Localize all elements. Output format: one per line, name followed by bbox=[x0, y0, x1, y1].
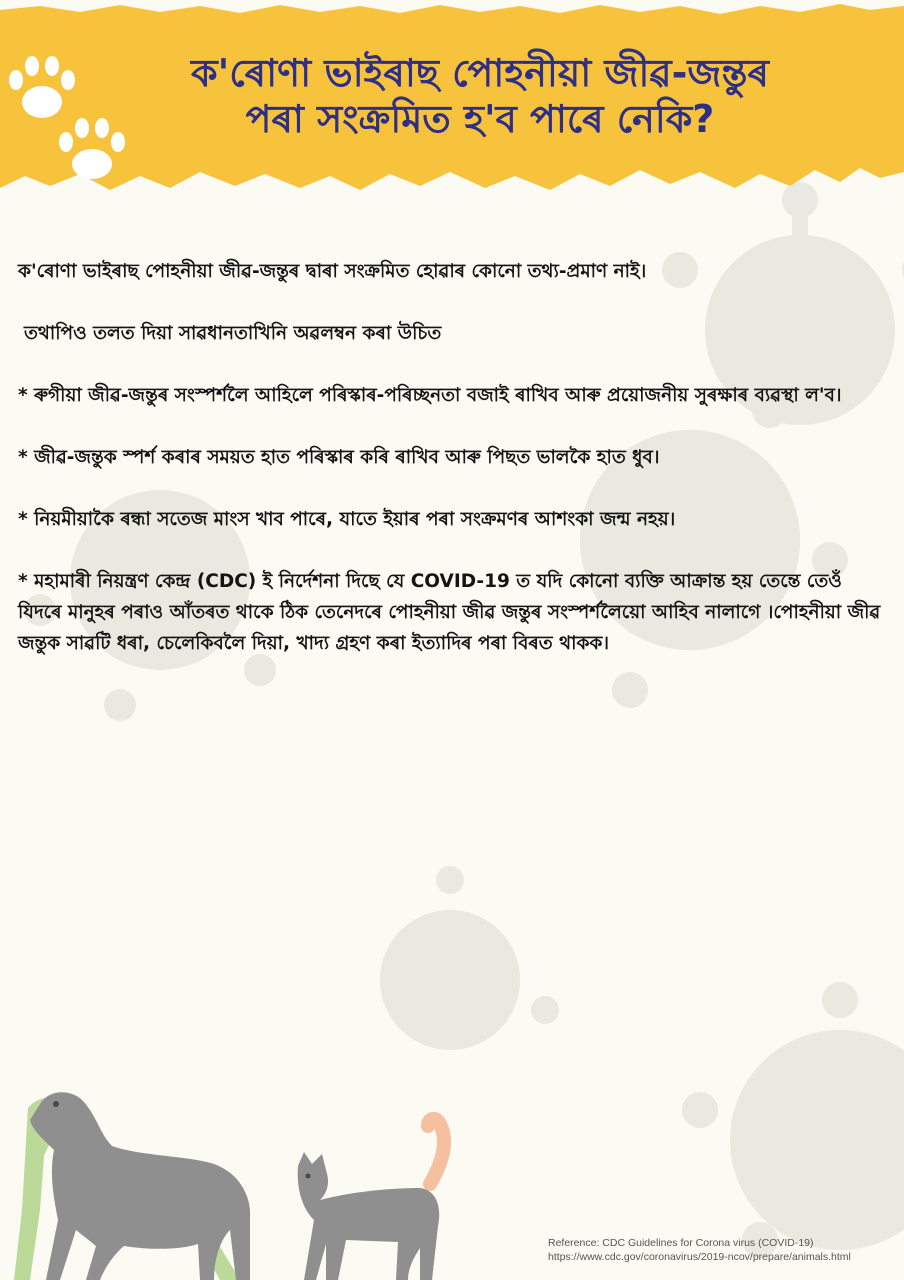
title-line-2: পৰা সংক্ৰমিত হ'ব পাৰে নেকি? bbox=[245, 97, 715, 141]
precaution-item: * মহামাৰী নিয়ন্ত্ৰণ কেন্দ্ৰ (CDC) ই নিৰ্দেশনা দিছে যে COVID-19 ত যদি কোনো ব্যক্তি আক্ৰান্ত হয় তেন্তে তেওঁ যিদৰে মানুহৰ পৰাও আঁতৰত থাকে ঠিক তেনেদৰে পোহনীয়া জীৱ জন্তুৰ সংস্পৰ্শলৈয়ো আহিব নালাগে ।পোহনীয়া জীৱ জন্তুক সাৱটি ধৰা, চেলেকিবলৈ দিয়া, খাদ্য গ্ৰহণ কৰা ইত্যাদিৰ পৰা বিৰত থাকক। bbox=[18, 571, 881, 654]
pet-illustrations bbox=[0, 1060, 560, 1280]
cat-illustration bbox=[298, 1119, 444, 1280]
paw-icon bbox=[9, 56, 75, 118]
reference-url: https://www.cdc.gov/coronavirus/2019-ncov/prepare/animals.html bbox=[548, 1251, 851, 1263]
header-banner bbox=[0, 0, 904, 200]
intro-statement: ক'ৰোণা ভাইৰাছ পোহনীয়া জীৱ-জন্তুৰ দ্বাৰা সংক্ৰমিত হোৱাৰ কোনো তথ্য-প্ৰমাণ নাই। bbox=[18, 261, 647, 282]
page-title bbox=[80, 50, 880, 142]
precaution-item: * নিয়মীয়াকৈ ৰন্ধা সতেজ মাংস খাব পাৰে, যাতে ইয়াৰ পৰা সংক্ৰমণৰ আশংকা জন্ম নহয়। bbox=[18, 509, 676, 530]
dog-illustration bbox=[14, 1092, 250, 1280]
precaution-item: * জীৱ-জন্তুক স্পৰ্শ কৰাৰ সময়ত হাত পৰিস্কাৰ কৰি ৰাখিব আৰু পিছত ভালকৈ হাত ধুব। bbox=[18, 447, 660, 468]
virus-icon bbox=[682, 982, 904, 1258]
precaution-item: * ৰুগীয়া জীৱ-জন্তুৰ সংস্পৰ্শলৈ আহিলে পৰিস্কাৰ-পৰিচ্ছনতা বজাই ৰাখিব আৰু প্ৰয়োজনীয় সুৰক্ষাৰ ব্যৱস্থা ল'ব। bbox=[18, 385, 842, 406]
main-content bbox=[18, 256, 888, 690]
precaution-heading: তথাপিও তলত দিয়া সাৱধানতাখিনি অৱলম্বন কৰা উচিত bbox=[24, 323, 442, 344]
title-line-1: ক'ৰোণা ভাইৰাছ পোহনীয়া জীৱ-জন্তুৰ bbox=[191, 51, 769, 95]
reference-citation: Reference: CDC Guidelines for Corona virus (COVID-19) bbox=[548, 1237, 814, 1249]
reference-note bbox=[548, 1236, 851, 1264]
virus-icon bbox=[380, 866, 559, 1050]
